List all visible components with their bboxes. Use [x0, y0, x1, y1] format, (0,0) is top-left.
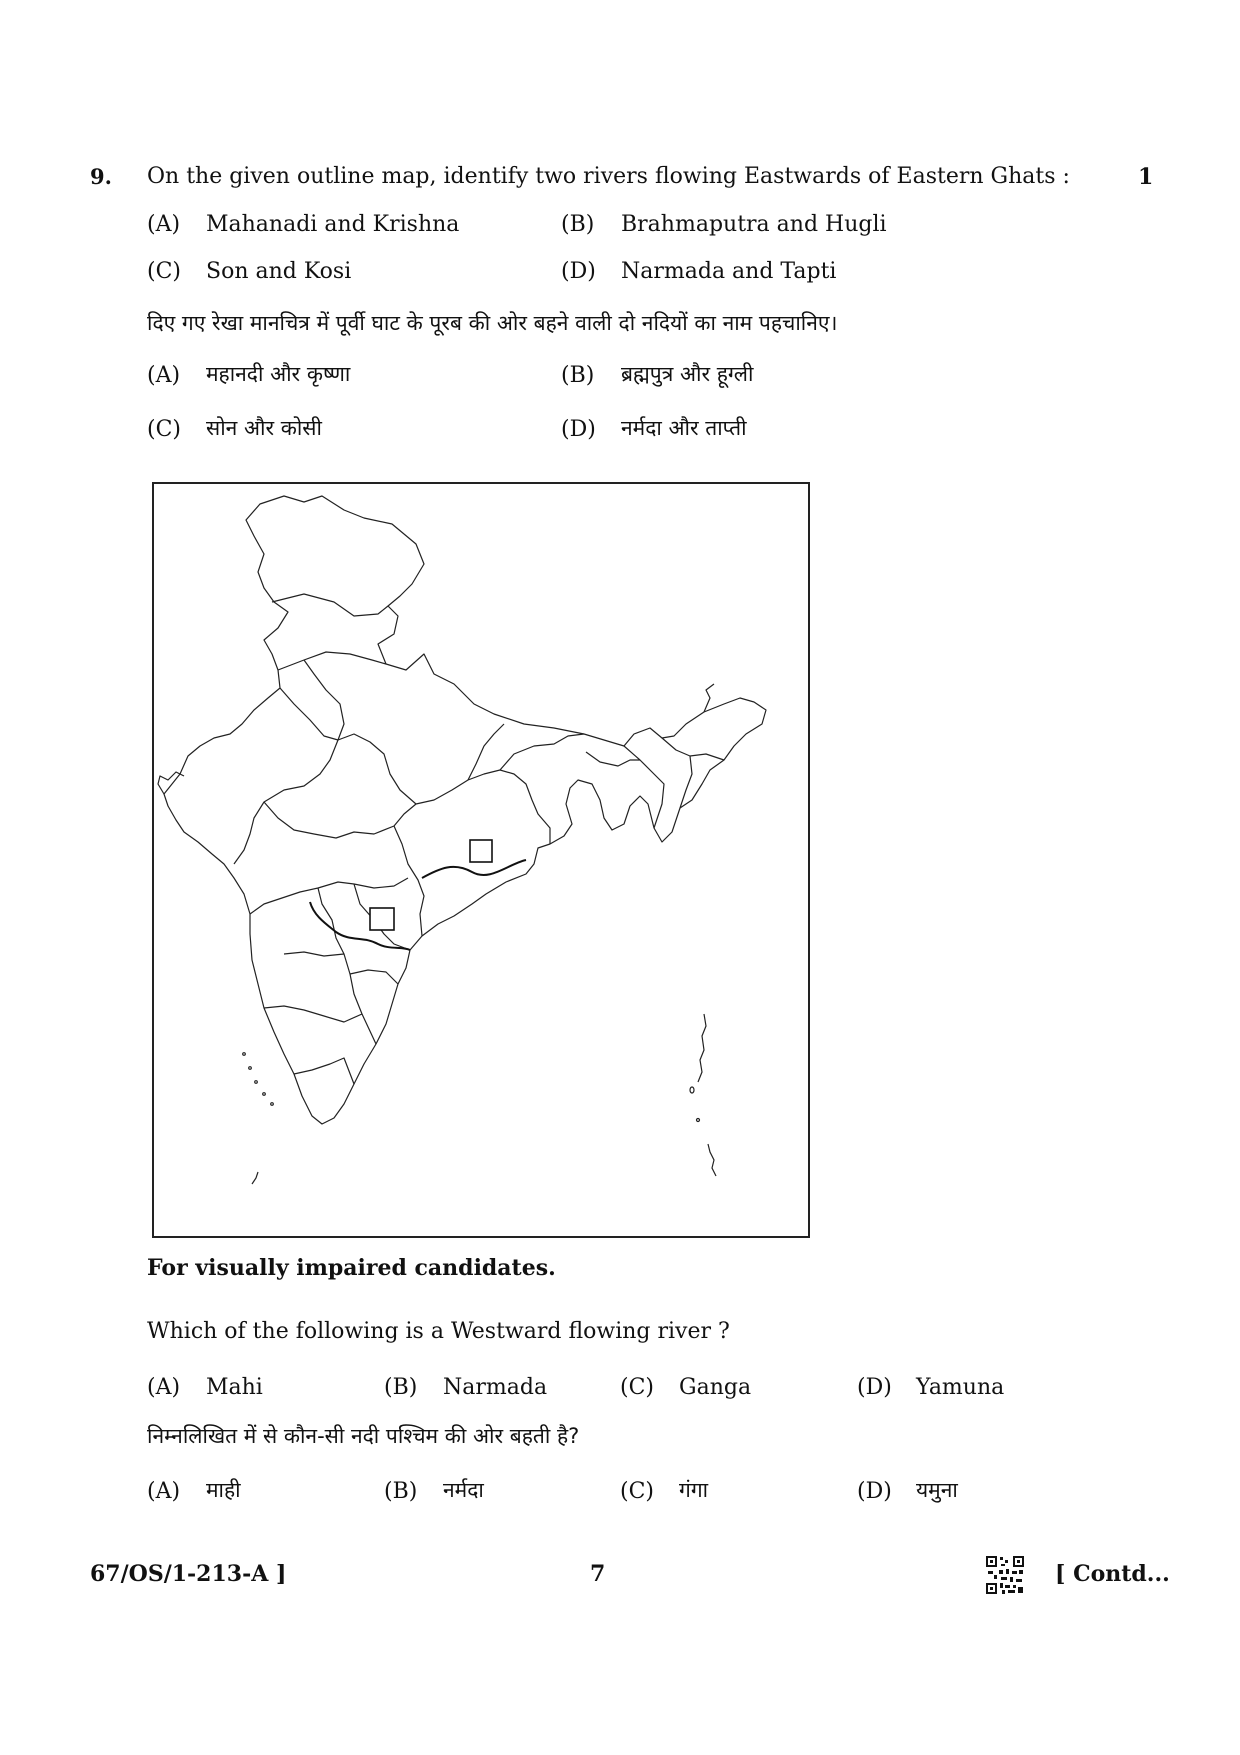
option-d-label: (D)	[561, 259, 596, 284]
andaman-islands	[698, 1014, 706, 1082]
vi-option-d-label: (D)	[857, 1375, 892, 1400]
option-d-text: Narmada and Tapti	[621, 259, 837, 284]
vi-question-text-hindi: निम्नलिखित में से कौन-सी नदी पश्चिम की ओर बहती है?	[147, 1424, 580, 1448]
india-boundary	[164, 496, 766, 1124]
option-a-hi-text: महानदी और कृष्णा	[206, 362, 351, 386]
option-c-text: Son and Kosi	[206, 259, 352, 284]
vi-option-c-hi-text: गंगा	[679, 1478, 709, 1502]
continued-label: [ Contd...	[1055, 1561, 1170, 1587]
option-b-hi-text: ब्रह्मपुत्र और हूग्ली	[621, 362, 754, 386]
lakshadweep-islands	[252, 1172, 258, 1184]
option-d-hi-label: (D)	[561, 417, 596, 442]
question-text: On the given outline map, identify two rivers flowing Eastwards of Eastern Ghats :	[147, 164, 1070, 189]
option-a-text: Mahanadi and Krishna	[206, 212, 460, 237]
qr-code-icon	[985, 1555, 1025, 1595]
vi-option-d-text: Yamuna	[916, 1375, 1005, 1400]
vi-option-b-hi-label: (B)	[384, 1479, 418, 1504]
vi-heading: For visually impaired candidates.	[147, 1255, 556, 1281]
vi-option-c-hi-label: (C)	[620, 1479, 654, 1504]
option-b-text: Brahmaputra and Hugli	[621, 212, 887, 237]
vi-question-text: Which of the following is a Westward flowing river ?	[147, 1319, 730, 1344]
vi-option-a-text: Mahi	[206, 1375, 263, 1400]
option-a-label: (A)	[147, 212, 181, 237]
question-number: 9.	[90, 164, 112, 189]
vi-option-a-label: (A)	[147, 1375, 181, 1400]
india-outline-map	[154, 484, 808, 1236]
answer-box-lower	[370, 908, 394, 930]
option-a-hi-label: (A)	[147, 363, 181, 388]
answer-box-upper	[470, 840, 492, 862]
nicobar-islands	[708, 1144, 716, 1176]
option-b-hi-label: (B)	[561, 363, 595, 388]
vi-option-c-label: (C)	[620, 1375, 654, 1400]
vi-option-b-hi-text: नर्मदा	[443, 1478, 484, 1502]
vi-option-b-label: (B)	[384, 1375, 418, 1400]
question-text-hindi: दिए गए रेखा मानचित्र में पूर्वी घाट के पूरब की ओर बहने वाली दो नदियों का नाम पहचानिए।	[147, 311, 838, 335]
vi-option-a-hi-label: (A)	[147, 1479, 181, 1504]
question-marks: 1	[1138, 164, 1154, 190]
option-c-hi-text: सोन और कोसी	[206, 416, 322, 440]
option-c-hi-label: (C)	[147, 417, 181, 442]
vi-option-d-hi-label: (D)	[857, 1479, 892, 1504]
paper-code: 67/OS/1-213-A ]	[90, 1561, 287, 1587]
vi-option-b-text: Narmada	[443, 1375, 548, 1400]
page-number: 7	[590, 1561, 606, 1587]
option-c-label: (C)	[147, 259, 181, 284]
vi-option-c-text: Ganga	[679, 1375, 752, 1400]
vi-option-d-hi-text: यमुना	[916, 1478, 958, 1502]
option-b-label: (B)	[561, 212, 595, 237]
option-d-hi-text: नर्मदा और ताप्ती	[621, 416, 747, 440]
outline-map-of-india	[152, 482, 810, 1238]
vi-option-a-hi-text: माही	[206, 1478, 241, 1502]
